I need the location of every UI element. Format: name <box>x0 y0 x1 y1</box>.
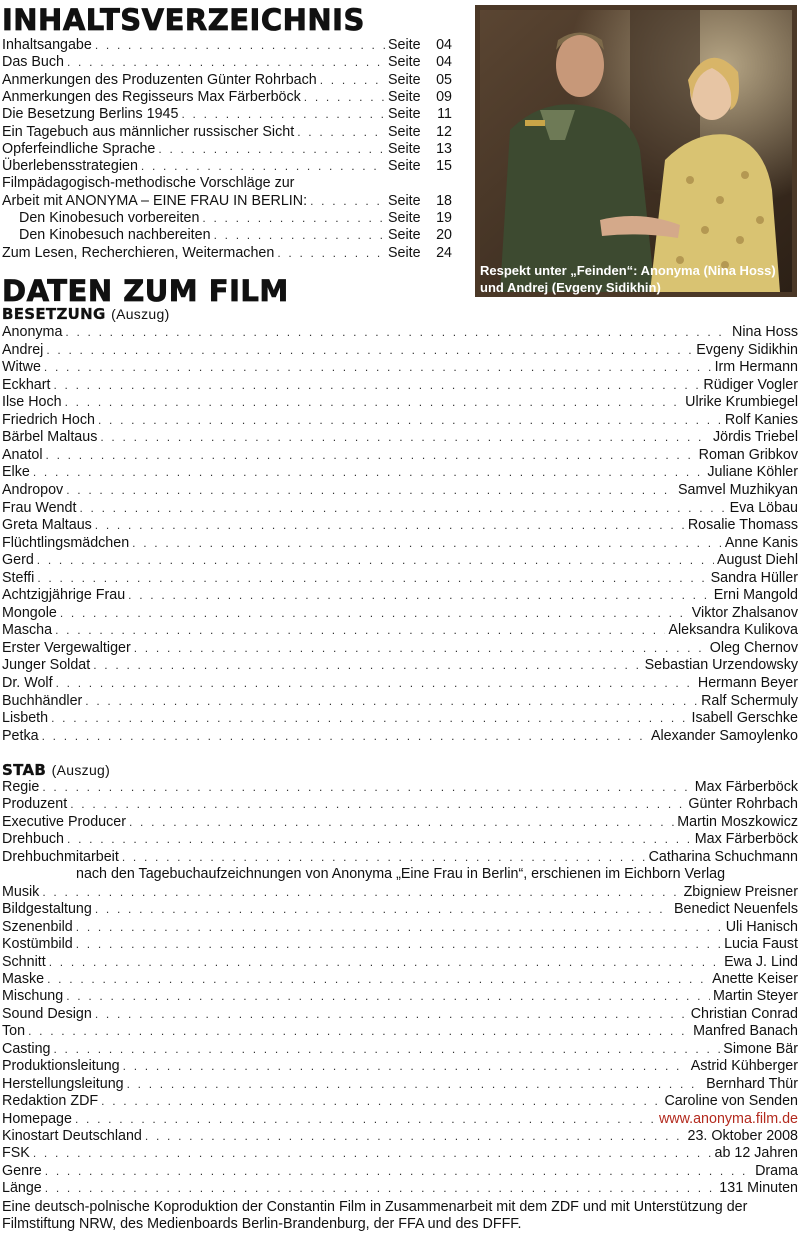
toc-entry-seite: Seite <box>388 210 421 226</box>
crew-row-leader-dots <box>42 884 680 901</box>
crew-heading <box>2 763 110 778</box>
crew-row <box>2 1076 798 1093</box>
crew-row-role: Produzent <box>2 796 68 813</box>
toc-heading: INHALTSVERZEICHNIS <box>2 3 365 37</box>
crew-row-name: Drama <box>755 1162 798 1179</box>
crew-row-name: 23. Oktober 2008 <box>687 1128 798 1144</box>
toc-leader-dots <box>95 37 385 54</box>
cast-row-leader-dots <box>65 394 683 411</box>
crew-row-leader-dots <box>66 988 710 1005</box>
cast-row-name: Hermann Beyer <box>697 675 798 691</box>
toc-entry-seite: Seite <box>388 244 421 261</box>
cast-row-leader-dots <box>85 693 698 710</box>
crew-row-leader-dots <box>123 1058 688 1075</box>
crew-row <box>2 971 798 988</box>
cast-row-leader-dots <box>95 517 685 534</box>
toc-entry[interactable] <box>2 227 452 244</box>
crew-row-name: Max Färberböck <box>694 831 798 848</box>
cast-row-leader-dots <box>134 640 707 657</box>
crew-row <box>2 1128 798 1145</box>
cast-row-name: Rosalie Thomass <box>687 517 798 534</box>
cast-row-leader-dots <box>132 535 722 552</box>
toc-entry-label: Den Kinobesuch nachbereiten <box>19 227 211 244</box>
toc-entry-page: 04 <box>436 37 452 53</box>
cast-row-role: Mascha <box>2 622 53 639</box>
crew-row-role: Maske <box>2 970 45 987</box>
crew-row-name: ab 12 Jahren <box>714 1145 798 1162</box>
crew-row <box>2 1006 798 1023</box>
cast-row-name: Nina Hoss <box>732 324 798 340</box>
cast-row-leader-dots <box>46 342 693 359</box>
crew-row-role: Ton <box>2 1023 26 1040</box>
toc-entry-page: 09 <box>436 88 452 105</box>
toc-leader-dots <box>304 89 385 106</box>
crew-row-leader-dots <box>28 1023 690 1040</box>
crew-row <box>2 1145 798 1162</box>
toc-entry-page: 15 <box>436 158 452 175</box>
cast-row-leader-dots <box>53 377 700 394</box>
crew-row <box>2 919 798 936</box>
cast-row-role: Andropov <box>2 481 64 498</box>
crew-row <box>2 1023 798 1040</box>
crew-row <box>2 849 798 866</box>
toc-entry-label: Das Buch <box>2 54 64 71</box>
cast-row <box>2 464 798 481</box>
cast-heading-sub: (Auszug) <box>111 306 170 322</box>
crew-row-role: Drehbuch <box>2 831 64 848</box>
crew-row-role: Länge <box>2 1180 42 1197</box>
toc-entry-seite: Seite <box>388 88 421 105</box>
toc-entry[interactable] <box>2 245 452 262</box>
crew-row-role: Bildgestaltung <box>2 901 92 918</box>
cast-row-role: Witwe <box>2 359 41 376</box>
crew-row-name[interactable]: www.anonyma.film.de <box>658 1110 798 1127</box>
toc-entry-label: Ein Tagebuch aus männlicher russischer Sicht <box>2 123 295 140</box>
toc-leader-dots <box>320 72 385 89</box>
crew-heading-title: STAB <box>2 761 47 779</box>
cast-row-leader-dots <box>56 675 695 692</box>
toc-leader-dots <box>310 193 385 210</box>
crew-row-name: Martin Moszkowicz <box>677 813 798 830</box>
cast-row-role: Anatol <box>2 446 43 463</box>
crew-row-role: Herstellungsleitung <box>2 1075 124 1092</box>
crew-row-leader-dots <box>95 1006 688 1023</box>
film-still-photo <box>475 5 797 297</box>
toc-leader-dots <box>297 124 385 141</box>
cast-row-leader-dots <box>60 605 689 622</box>
crew-row-role: Kinostart Deutschland <box>2 1128 142 1144</box>
cast-row <box>2 675 798 692</box>
cast-row-role: Dr. Wolf <box>2 675 53 691</box>
crew-row-role: Kostümbild <box>2 936 73 953</box>
cast-row-leader-dots <box>65 324 729 341</box>
photo-caption: Respekt unter „Feinden“: Anonyma (Nina Hoss) und Andrej (Evgeny Sidikhin) <box>480 263 776 295</box>
crew-row-leader-dots <box>127 1076 703 1093</box>
crew-row-leader-dots <box>47 971 709 988</box>
toc-entry[interactable] <box>2 124 452 141</box>
crew-row <box>2 988 798 1005</box>
cast-row-leader-dots <box>44 359 712 376</box>
cast-row <box>2 587 798 604</box>
crew-row-leader-dots <box>122 849 646 866</box>
crew-row-leader-dots <box>76 936 721 953</box>
crew-row-leader-dots <box>45 1180 717 1197</box>
cast-row <box>2 640 798 657</box>
cast-row-role: Buchhändler <box>2 692 83 709</box>
crew-row-name: Simone Bär <box>723 1040 798 1057</box>
toc-entry[interactable] <box>2 37 452 54</box>
toc-entry[interactable] <box>2 54 452 71</box>
crew-row <box>2 814 798 831</box>
crew-row-leader-dots <box>129 814 674 831</box>
cast-row-leader-dots <box>46 447 696 464</box>
crew-row-name: Ewa J. Lind <box>724 953 798 970</box>
crew-row-name: Max Färberböck <box>694 779 798 795</box>
cast-row-role: Friedrich Hoch <box>2 411 95 428</box>
crew-row-leader-dots <box>145 1128 685 1145</box>
crew-row-name: Christian Conrad <box>690 1005 798 1022</box>
crew-row-name: Uli Hanisch <box>725 918 798 935</box>
crew-row-leader-dots <box>53 1041 720 1058</box>
toc-entry-label: Inhaltsangabe <box>2 37 92 53</box>
crew-row-name: Zbigniew Preisner <box>683 883 798 900</box>
crew-row-role: Regie <box>2 779 40 795</box>
cast-row-name: Samvel Muzhikyan <box>678 481 798 498</box>
crew-row <box>2 779 798 796</box>
crew-row-leader-dots <box>76 919 723 936</box>
crew-row-role: Schnitt <box>2 953 46 970</box>
toc-entry-label: Opferfeindliche Sprache <box>2 140 156 157</box>
cast-row <box>2 377 798 394</box>
cast-row <box>2 728 798 745</box>
crew-row <box>2 954 798 971</box>
cast-row-role: Gerd <box>2 552 34 569</box>
crew-row-name: Manfred Banach <box>693 1023 798 1040</box>
crew-row-name: Astrid Kühberger <box>690 1058 798 1075</box>
cast-row-leader-dots <box>42 728 648 745</box>
cast-row-leader-dots <box>93 657 641 674</box>
cast-row-name: Anne Kanis <box>724 534 798 551</box>
cast-row-name: Erni Mangold <box>713 587 798 604</box>
crew-source-note: nach den Tagebuchaufzeichnungen von Anonyma „Eine Frau in Berlin“, erschienen im Eichborn Verlag <box>76 866 726 883</box>
cast-row-name: Aleksandra Kulikova <box>668 622 798 639</box>
crew-row <box>2 1180 798 1197</box>
cast-row-role: Lisbeth <box>2 710 49 727</box>
cast-row-role: Erster Vergewaltiger <box>2 639 131 656</box>
crew-row <box>2 901 798 918</box>
toc-entry-label: Überlebensstrategien <box>2 158 138 175</box>
cast-heading-title: BESETZUNG <box>2 305 106 323</box>
toc-entry-seite: Seite <box>388 158 421 175</box>
cast-row <box>2 500 798 517</box>
cast-row <box>2 693 798 710</box>
toc-entry-label: Filmpädagogisch-methodische Vorschläge zur <box>2 175 295 192</box>
cast-row-name: Viktor Zhalsanov <box>691 604 798 621</box>
cast-row-role: Elke <box>2 464 30 481</box>
cast-row-name: Juliane Köhler <box>707 464 798 481</box>
toc-entry[interactable] <box>2 175 452 192</box>
toc-entry-page: 05 <box>436 71 452 88</box>
toc-entry-label: Den Kinobesuch vorbereiten <box>19 210 200 226</box>
cast-row-name: Rüdiger Vogler <box>703 376 798 393</box>
cast-row-name: Sandra Hüller <box>710 569 798 586</box>
crew-row-name: Caroline von Senden <box>664 1093 798 1110</box>
crew-row-role: Genre <box>2 1162 42 1179</box>
crew-row <box>2 1058 798 1075</box>
cast-row <box>2 324 798 341</box>
crew-row-role: Musik <box>2 883 40 900</box>
toc-entry-page: 13 <box>436 140 452 157</box>
cast-row-leader-dots <box>51 710 688 727</box>
cast-row-name: Roman Gribkov <box>698 446 798 463</box>
cast-row-role: Bärbel Maltaus <box>2 429 98 446</box>
toc-entry-seite: Seite <box>388 54 421 71</box>
cast-row-name: Oleg Chernov <box>709 639 798 656</box>
toc-entry-seite: Seite <box>388 37 421 53</box>
toc-entry[interactable] <box>2 193 452 210</box>
crew-row-role: Szenenbild <box>2 918 73 935</box>
cast-row-name: Ulrike Krumbiegel <box>685 394 798 411</box>
crew-row-role: FSK <box>2 1145 30 1162</box>
cast-row-role: Anonyma <box>2 324 63 340</box>
toc-leader-dots <box>67 54 385 71</box>
crew-row-role: Mischung <box>2 988 64 1005</box>
cast-row-name: Sebastian Urzendowsky <box>644 657 798 674</box>
toc-entry[interactable] <box>2 72 452 89</box>
crew-row <box>2 936 798 953</box>
crew-heading-sub: (Auszug) <box>51 762 111 778</box>
cast-row-leader-dots <box>79 500 726 517</box>
crew-row-role: Casting <box>2 1040 51 1057</box>
cast-row-leader-dots <box>37 552 714 569</box>
toc-entry[interactable] <box>2 210 452 227</box>
toc-leader-dots <box>277 245 385 262</box>
crew-row-role: Executive Producer <box>2 813 126 830</box>
crew-row <box>2 796 798 813</box>
cast-row-leader-dots <box>37 570 707 587</box>
toc-entry[interactable] <box>2 89 452 106</box>
cast-row-name: Alexander Samoylenko <box>650 727 798 744</box>
cast-row-leader-dots <box>98 412 722 429</box>
toc-entry-label: Die Besetzung Berlins 1945 <box>2 106 179 123</box>
crew-row-role: Drehbuchmitarbeit <box>2 848 119 865</box>
cast-row <box>2 710 798 727</box>
toc-entry-label: Anmerkungen des Regisseurs Max Färberböck <box>2 88 301 105</box>
cast-row-role: Ilse Hoch <box>2 394 62 411</box>
toc-entry[interactable] <box>2 106 452 123</box>
crew-row <box>2 1093 798 1110</box>
cast-row-leader-dots <box>100 429 710 446</box>
toc-entry-seite: Seite <box>388 140 421 157</box>
crew-row-leader-dots <box>75 1111 656 1128</box>
cast-row <box>2 447 798 464</box>
toc-entry-page: 04 <box>436 54 452 71</box>
toc-leader-dots <box>214 227 385 244</box>
cast-row <box>2 622 798 639</box>
toc-entry-page: 24 <box>436 244 452 261</box>
crew-row-role: Sound Design <box>2 1005 92 1022</box>
crew-row-leader-dots <box>67 831 692 848</box>
crew-row <box>2 1041 798 1058</box>
crew-row-name: Anette Keiser <box>712 970 798 987</box>
film-data-heading: DATEN ZUM FILM <box>2 274 289 308</box>
crew-row-role: Produktionsleitung <box>2 1058 120 1075</box>
cast-row <box>2 605 798 622</box>
toc-entry-page: 20 <box>436 227 452 244</box>
cast-row <box>2 359 798 376</box>
cast-row-role: Flüchtlingsmädchen <box>2 534 130 551</box>
toc-entry-seite: Seite <box>388 71 421 88</box>
cast-row <box>2 657 798 674</box>
crew-row-name: Benedict Neuenfels <box>674 901 798 918</box>
cast-row <box>2 517 798 534</box>
cast-row-leader-dots <box>128 587 711 604</box>
crew-row-leader-dots <box>45 1163 752 1180</box>
cast-row-role: Junger Soldat <box>2 657 91 674</box>
crew-row-name: Bernhard Thür <box>706 1075 798 1092</box>
crew-row-name: Catharina Schuchmann <box>648 848 798 865</box>
crew-row-leader-dots <box>42 779 691 796</box>
toc-entry-seite: Seite <box>388 227 421 244</box>
cast-row <box>2 429 798 446</box>
crew-row-role: Redaktion ZDF <box>2 1093 99 1110</box>
coproduction-note: Eine deutsch-polnische Koproduktion der Constantin Film in Zusammenarbeit mit dem ZDF und mit Unterstützung der Filmstiftung NRW, des Medienboards Berlin-Brandenburg, der FFA und des DFFF. <box>2 1199 748 1233</box>
cast-row-name: Jördis Triebel <box>712 429 798 446</box>
film-still-image <box>480 10 792 292</box>
crew-row-name: Martin Steyer <box>712 988 798 1005</box>
toc-entry-seite: Seite <box>388 123 421 140</box>
crew-row-name: Lucia Faust <box>724 936 798 953</box>
toc-entry-page: 18 <box>436 192 452 209</box>
cast-row-leader-dots <box>55 622 665 639</box>
cast-row-role: Eckhart <box>2 376 51 393</box>
toc-entry[interactable] <box>2 158 452 175</box>
toc-entry-label: Anmerkungen des Produzenten Günter Rohrbach <box>2 71 317 88</box>
toc-entry-seite: Seite <box>388 192 421 209</box>
cast-row-role: Achtzigjährige Frau <box>2 587 126 604</box>
cast-row-name: August Diehl <box>716 552 798 569</box>
crew-row-leader-dots <box>95 901 671 918</box>
toc-leader-dots <box>158 141 385 158</box>
toc-entry-label: Zum Lesen, Recherchieren, Weitermachen <box>2 244 275 261</box>
crew-row <box>2 831 798 848</box>
crew-row-leader-dots <box>49 954 721 971</box>
crew-row[interactable] <box>2 1111 798 1128</box>
cast-row-role: Frau Wendt <box>2 499 77 516</box>
crew-row <box>2 1163 798 1180</box>
crew-row-leader-dots <box>101 1093 661 1110</box>
crew-row <box>2 884 798 901</box>
cast-row-role: Andrej <box>2 341 44 358</box>
cast-row-name: Ralf Schermuly <box>701 692 798 709</box>
crew-row-name: 131 Minuten <box>719 1180 798 1197</box>
cast-row <box>2 482 798 499</box>
toc-entry[interactable] <box>2 141 452 158</box>
toc-entry-page: 11 <box>437 106 452 123</box>
cast-row <box>2 394 798 411</box>
toc-entry-seite: Seite <box>388 106 421 123</box>
cast-row-role: Mongole <box>2 604 57 621</box>
cast-row <box>2 412 798 429</box>
crew-row-name: Günter Rohrbach <box>688 796 798 813</box>
cast-heading <box>2 307 170 322</box>
cast-row <box>2 535 798 552</box>
toc-leader-dots <box>141 158 385 175</box>
cast-row-name: Evgeny Sidikhin <box>696 341 798 358</box>
crew-row-leader-dots <box>70 796 685 813</box>
cast-row-role: Petka <box>2 727 39 744</box>
cast-row-name: Irm Hermann <box>714 359 798 376</box>
cast-row-leader-dots <box>33 464 705 481</box>
cast-row-leader-dots <box>66 482 675 499</box>
cast-row-name: Isabell Gerschke <box>691 710 798 727</box>
toc-entry-page: 12 <box>436 123 452 140</box>
cast-row-name: Rolf Kanies <box>724 411 798 428</box>
toc-entry-label: Arbeit mit ANONYMA – EINE FRAU IN BERLIN: <box>2 192 308 209</box>
cast-row-role: Steffi <box>2 569 35 586</box>
toc-leader-dots <box>202 210 385 227</box>
cast-row-role: Greta Maltaus <box>2 517 92 534</box>
cast-row <box>2 342 798 359</box>
toc-entry-page: 19 <box>436 210 452 226</box>
toc-leader-dots <box>181 106 385 123</box>
crew-row-leader-dots <box>33 1145 712 1162</box>
crew-row-role: Homepage <box>2 1110 72 1127</box>
cast-row-name: Eva Löbau <box>729 499 798 516</box>
cast-row <box>2 570 798 587</box>
cast-row <box>2 552 798 569</box>
